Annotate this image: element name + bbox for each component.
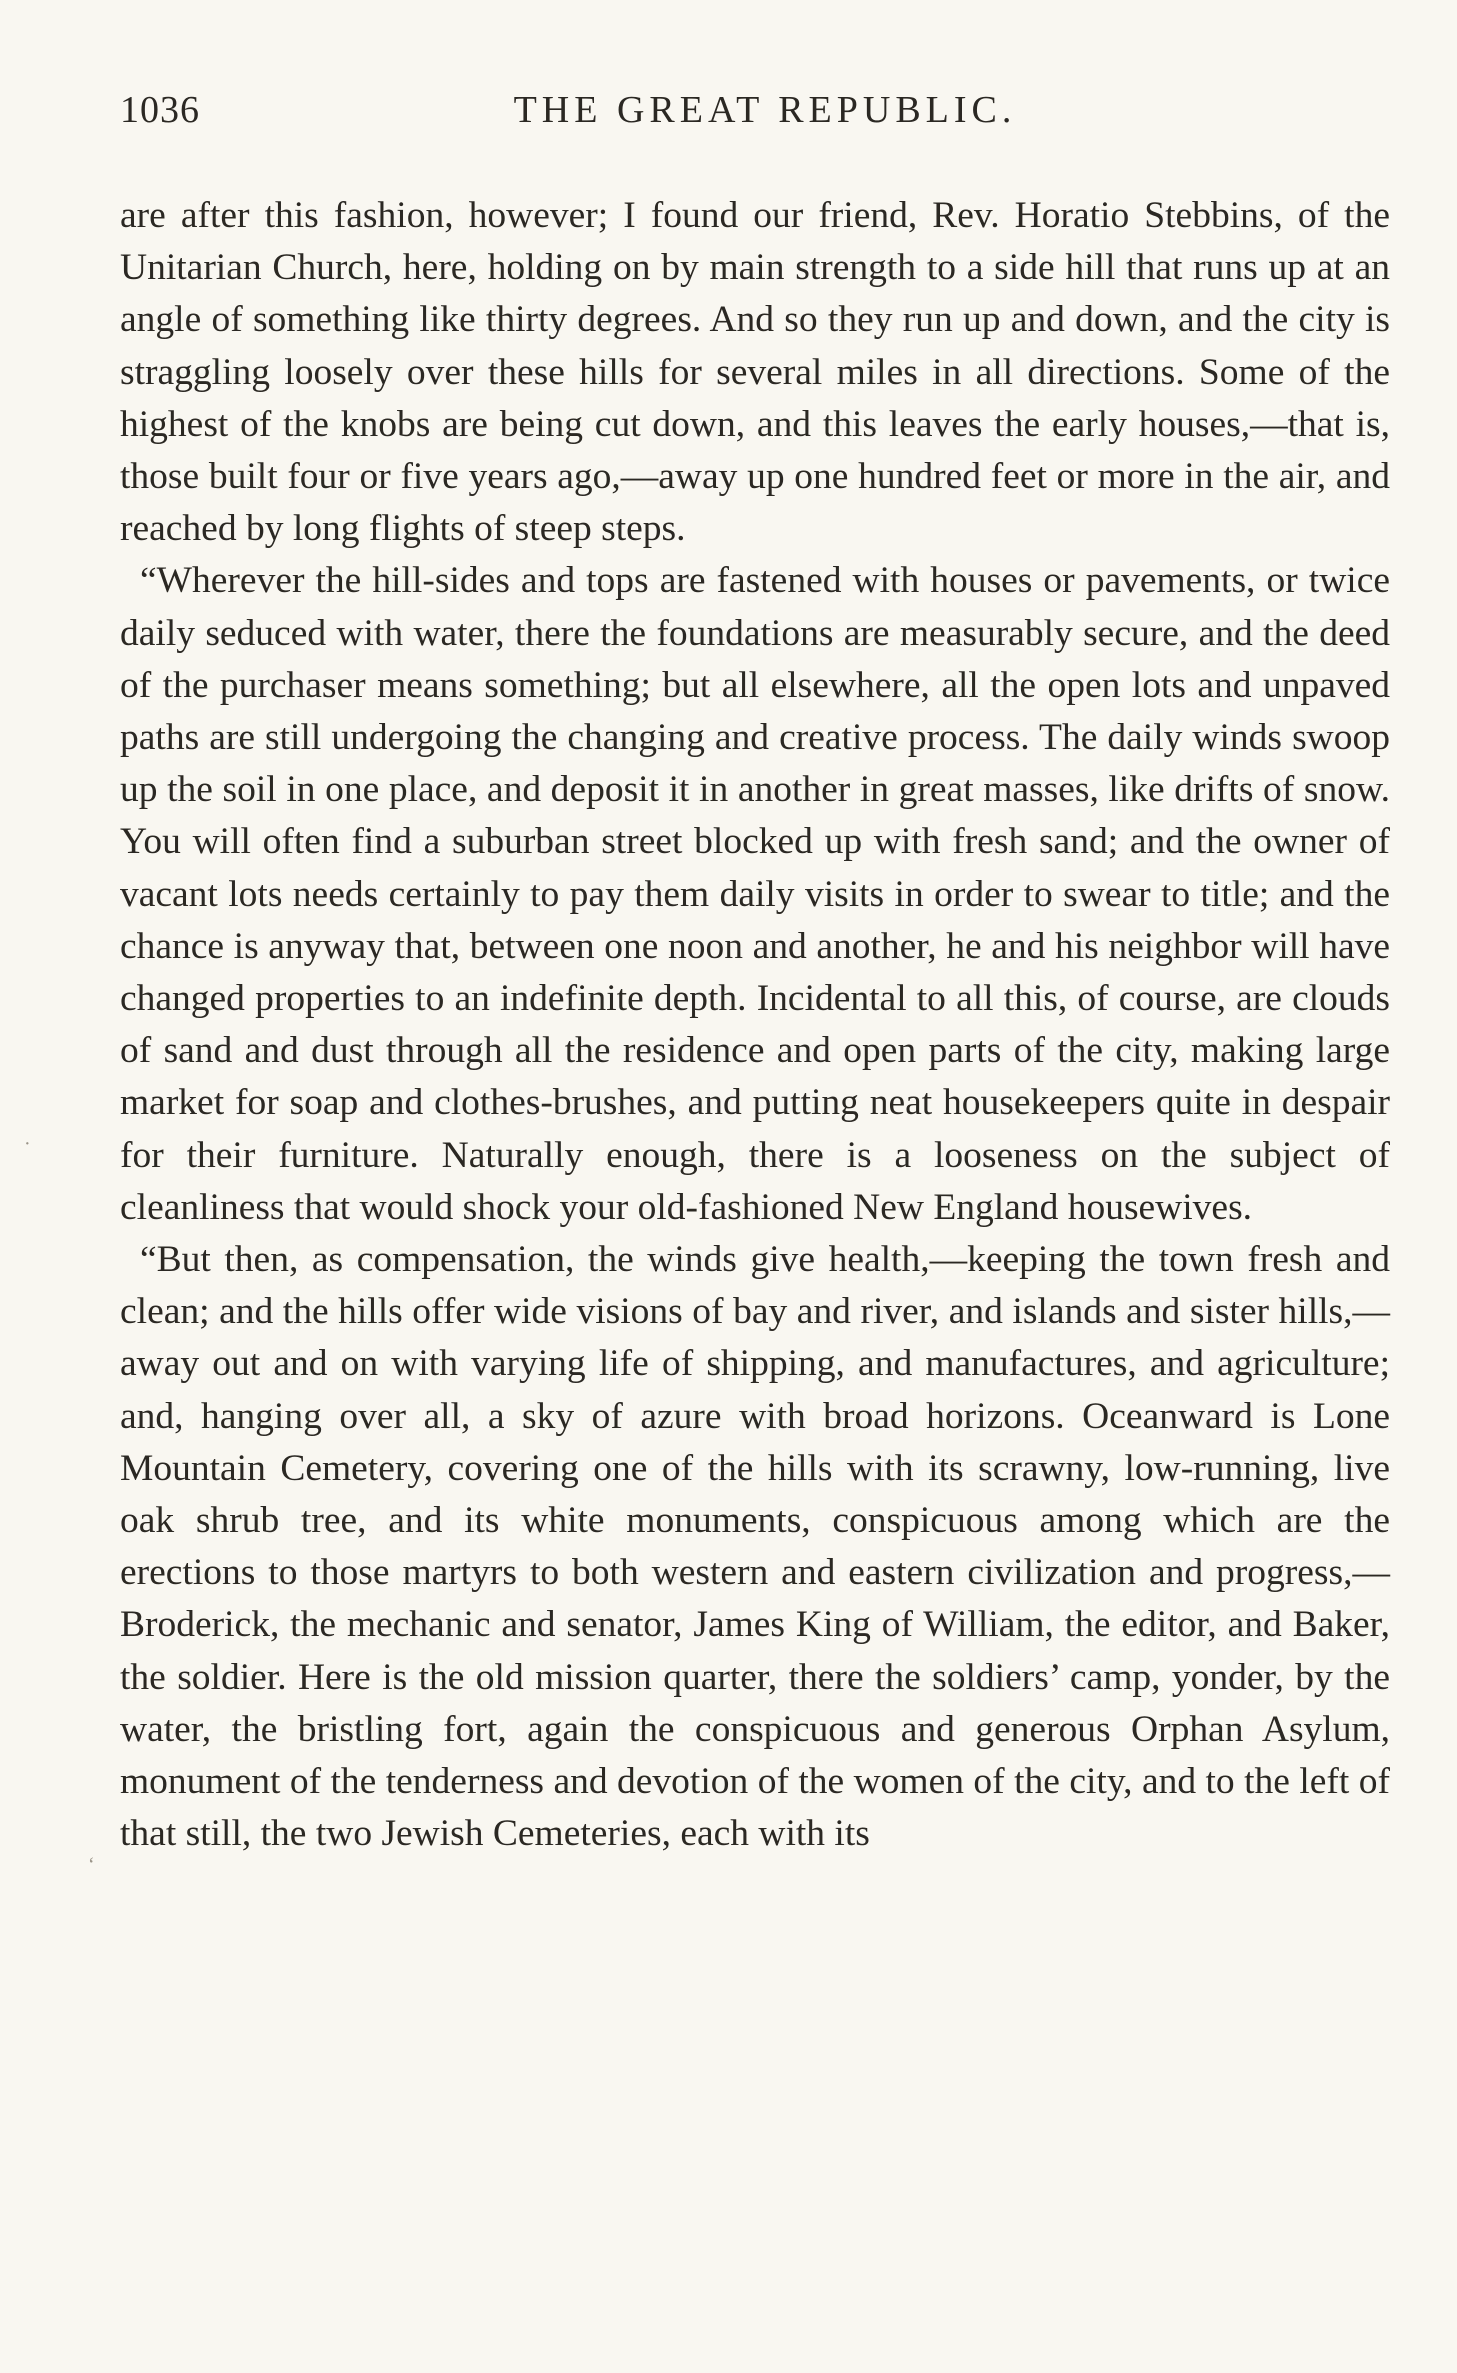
paragraph-compensation: “But then, as compensation, the winds give health,—keeping the town fresh and clean; and the hills offer wide visions of bay and river, and islands and sister hills,—away out and on with varying life of shipping, and manufactures, and agriculture; and, hanging over all, a sky of azure with broad horizons. Oceanward is Lone Mountain Cemetery, covering one of the hills with its scrawny, low-running, live oak shrub tree, and its white monuments, conspicuous among which are the erections to those martyrs to both western and eastern civilization and progress,—Broderick, the mechanic and senator, James King of William, the editor, and Baker, the soldier. Here is the old mission quarter, there the soldiers’ camp, yonder, by the water, the bristling fort, again the conspicuous and generous Orphan Asylum, monument of the tenderness and devotion of the women of the city, and to the left of that still, the two Jewish Cemeteries, each with its	[120, 1239, 1390, 1855]
book-page	[120, 88, 1390, 1861]
page-number: 1036	[120, 89, 200, 131]
body-text	[120, 190, 1390, 1861]
margin-mark: ·	[24, 1133, 31, 1155]
margin-mark: ʻ	[88, 1854, 95, 1876]
paragraph-continued: are after this fashion, however; I found our friend, Rev. Horatio Stebbins, of the Unitarian Church, here, holding on by main strength to a side hill that runs up at an angle of something like thirty degrees. And so they run up and down, and the city is straggling loosely over these hills for several miles in all directions. Some of the highest of the knobs are being cut down, and this leaves the early houses,—that is, those built four or five years ago,—away up one hundred feet or more in the air, and reached by long flights of steep steps.	[120, 195, 1390, 550]
running-title: THE GREAT REPUBLIC.	[513, 89, 1017, 131]
paragraph-winds: “Wherever the hill-sides and tops are fastened with houses or pavements, or twice daily seduced with water, there the foundations are measurably secure, and the deed of the purchaser means something; but all elsewhere, all the open lots and unpaved paths are still undergoing the changing and creative process. The daily winds swoop up the soil in one place, and deposit it in another in great masses, like drifts of snow. You will often find a suburban street blocked up with fresh sand; and the owner of vacant lots needs certainly to pay them daily visits in order to swear to title; and the chance is anyway that, between one noon and another, he and his neighbor will have changed properties to an indefinite depth. Incidental to all this, of course, are clouds of sand and dust through all the residence and open parts of the city, making large market for soap and clothes-brushes, and putting neat housekeepers quite in despair for their furniture. Naturally enough, there is a looseness on the subject of cleanliness that would shock your old-fashioned New England housewives.	[120, 560, 1390, 1228]
running-head	[120, 88, 1390, 148]
